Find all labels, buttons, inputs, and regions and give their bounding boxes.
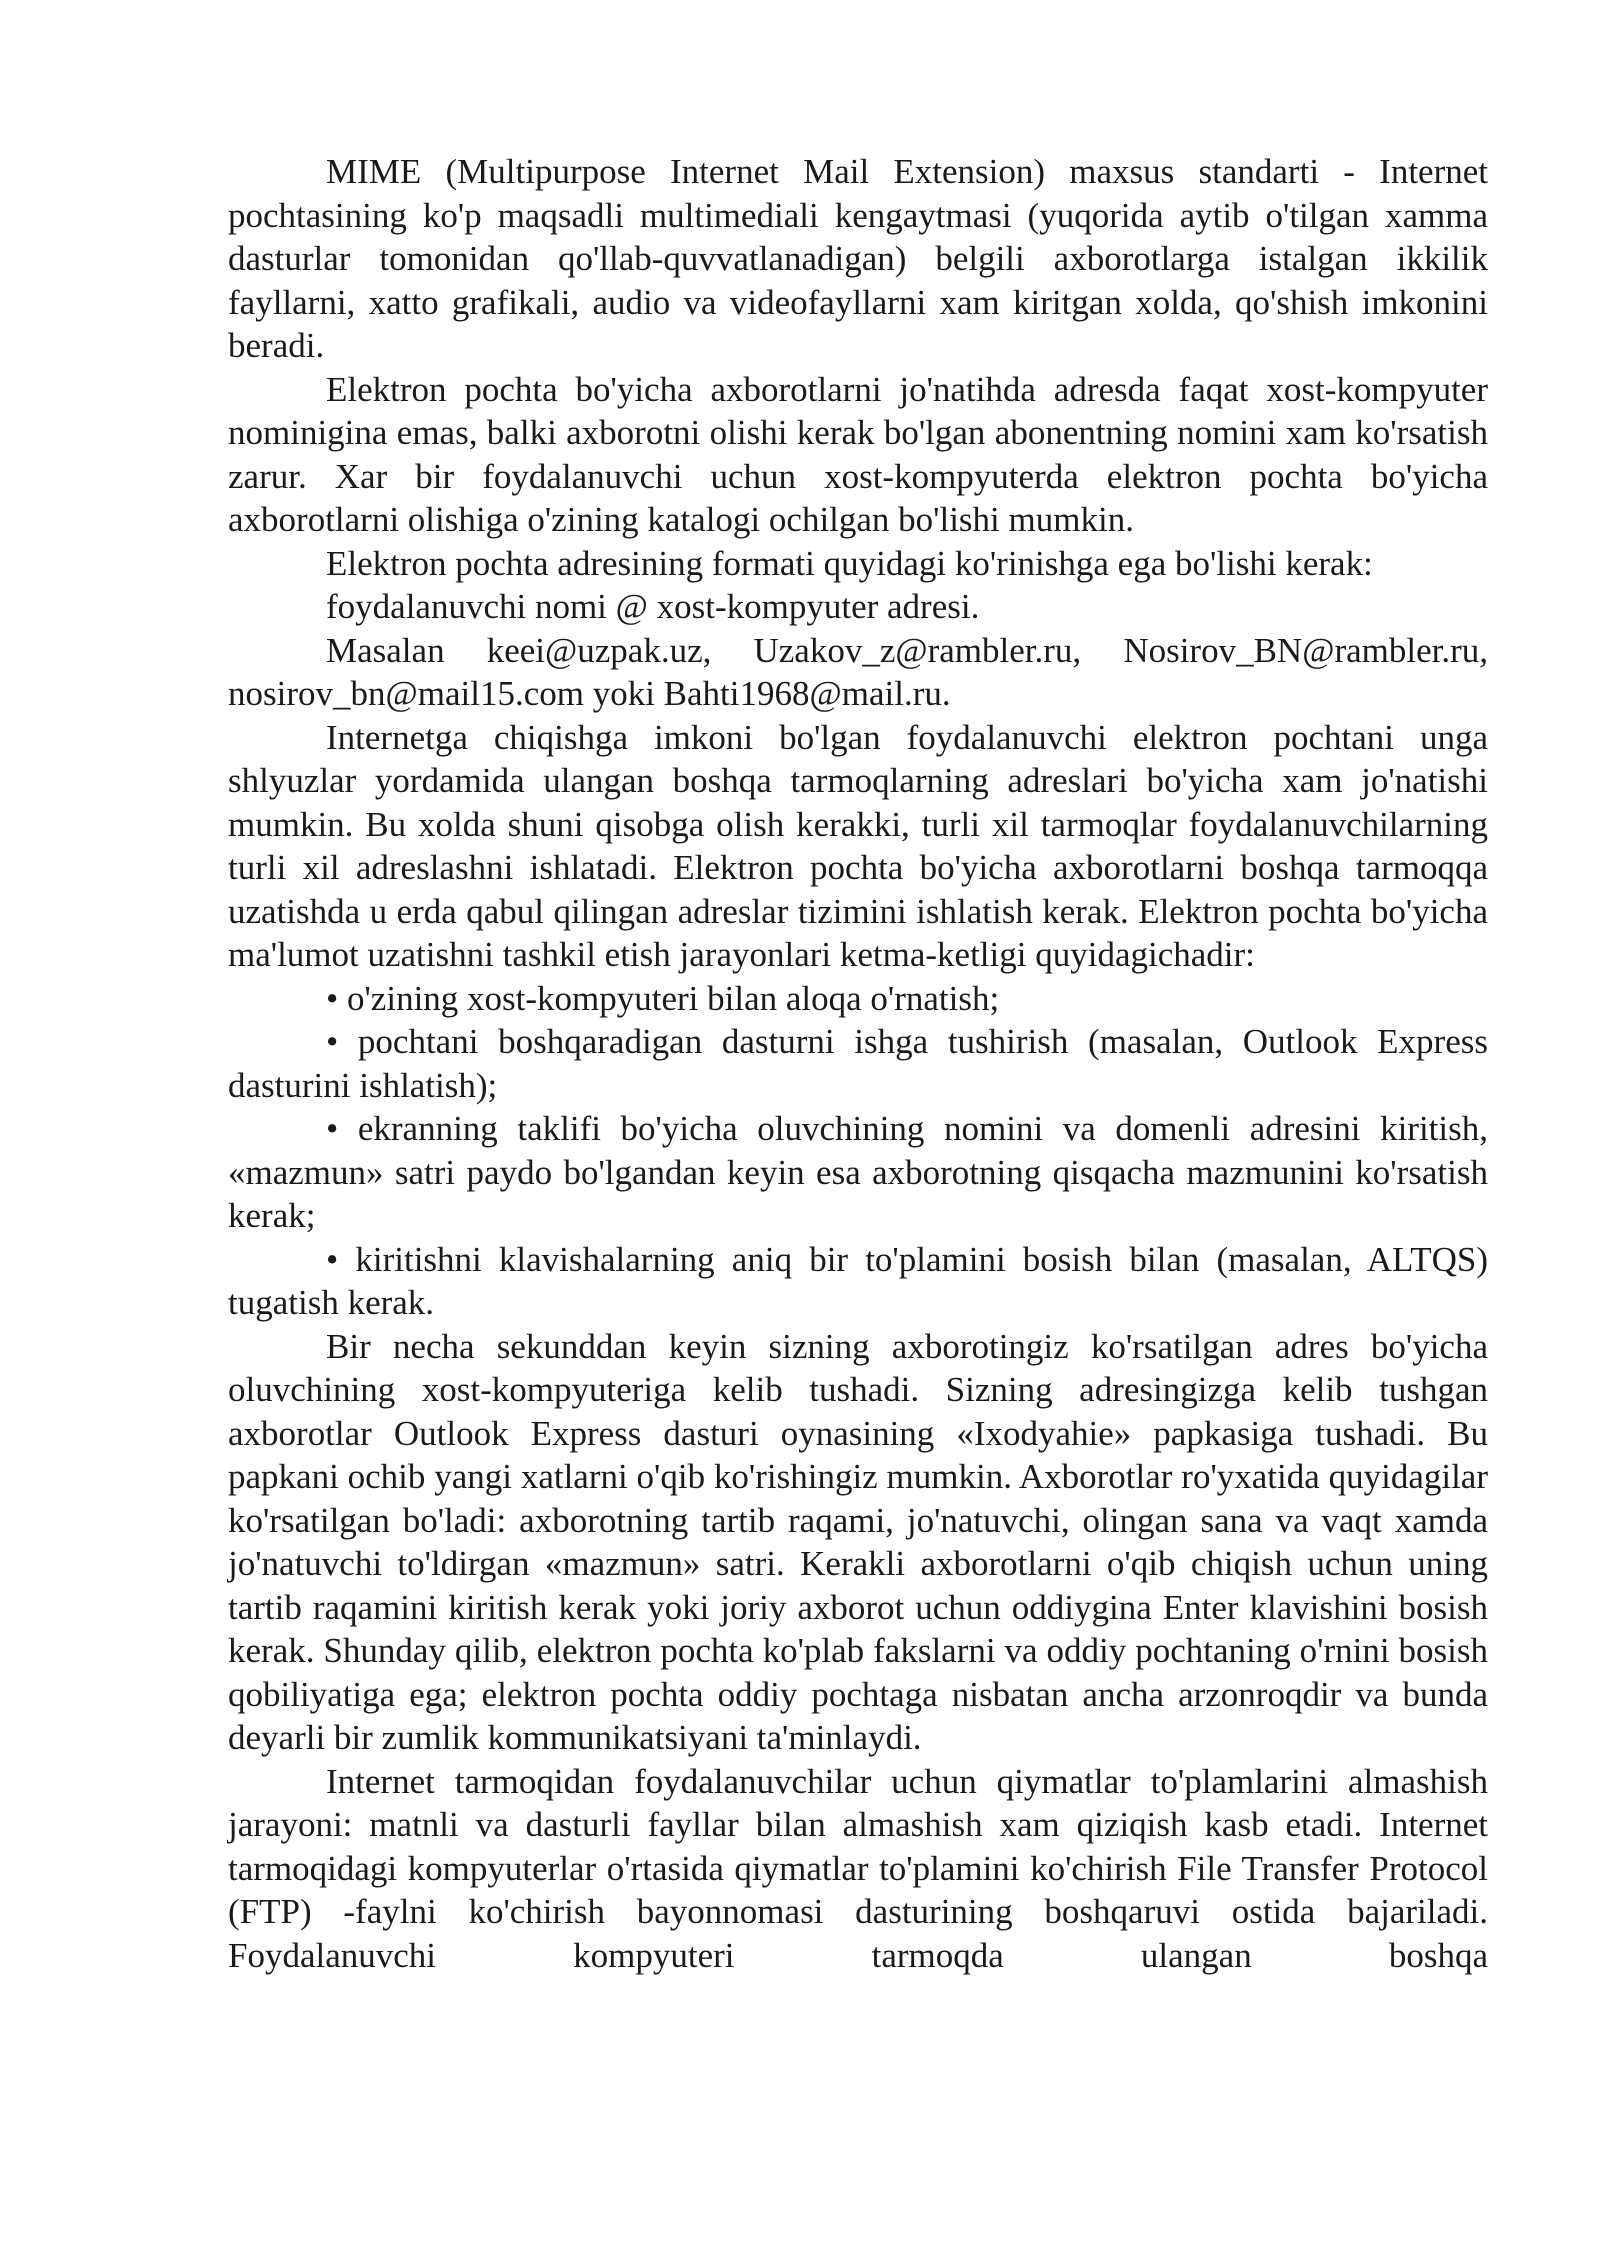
paragraph-email-addressing: Elektron pochta bo'yicha axborotlarni jo'natihda adresda faqat xost-kompyuter nominigina emas, balki axborotni olishi kerak bo'lgan abonentning nomini xam ko'rsatish zarur. Xar bir foydalanuvchi uchun xost-kompyuterda elektron pochta bo'yicha axborotlarni olishiga o'zining katalogi ochilgan bo'lishi mumkin.: [228, 369, 1488, 539]
list-item-connect: • o'zining xost-kompyuteri bilan aloqa o'rnatish;: [326, 978, 1000, 1018]
list-item-enter-recipient: • ekranning taklifi bo'yicha oluvchining nomini va domenli adresini kiritish, «mazmun» satri paydo bo'lgandan keyin esa axborotning qisqacha mazmunini ko'rsatish kerak;: [228, 1109, 1488, 1235]
paragraph-delivery: Bir necha sekunddan keyin sizning axborotingiz ko'rsatilgan adres bo'yicha oluvchining xost-kompyuteriga kelib tushadi. Sizning adresingizga kelib tushgan axborotlar Outlook Express dasturi oynasining «Ixodyahie» papkasiga tushadi. Bu papkani ochib yangi xatlarni o'qib ko'rishingiz mumkin. Axborotlar ro'yxatida quyidagilar ko'rsatilgan bo'ladi: axborotning tartib raqami, jo'natuvchi, olingan sana va vaqt xamda jo'natuvchi to'ldirgan «mazmun» satri. Kerakli axborotlarni o'qib chiqish uchun uning tartib raqamini kiritish kerak yoki joriy axborot uchun oddiygina Enter klavishini bosish kerak. Shunday qilib, elektron pochta ko'plab fakslarni va oddiy pochtaning o'rnini bosish qobiliyatiga ega; elektron pochta oddiy pochtaga nisbatan ancha arzonroqdir va bunda deyarli bir zumlik kommunikatsiyani ta'minlaydi.: [228, 1326, 1488, 1757]
paragraph-address-format: Elektron pochta adresining formati quyidagi ko'rinishga ega bo'lishi kerak:: [326, 543, 1373, 583]
list-item-launch-program: • pochtani boshqaradigan dasturni ishga tushirish (masalan, Outlook Express dasturini ishlatish);: [228, 1022, 1488, 1105]
paragraph-gateways: Internetga chiqishga imkoni bo'lgan foydalanuvchi elektron pochtani unga shlyuzlar yordamida ulangan boshqa tarmoqlarning adreslari bo'yicha xam jo'natishi mumkin. Bu xolda shuni qisobga olish kerakki, turli xil tarmoqlar foydalanuvchilarning turli xil adreslashni ishlatadi. Elektron pochta bo'yicha axborotlarni boshqa tarmoqqa uzatishda u erda qabul qilingan adreslar tizimini ishlatish kerak. Elektron pochta bo'yicha ma'lumot uzatishni tashkil etish jarayonlari ketma-ketligi quyidagichadir:: [228, 717, 1488, 974]
paragraph-address-examples: Masalan keei@uzpak.uz, Uzakov_z@rambler.ru, Nosirov_BN@rambler.ru, nosirov_bn@mail15.com yoki Bahti1968@mail.ru.: [228, 630, 1488, 713]
paragraph-format-example: foydalanuvchi nomi @ xost-kompyuter adresi.: [326, 587, 980, 626]
document-page: [228, 150, 1488, 1977]
paragraph-mime: MIME (Multipurpose Internet Mail Extension) maxsus standarti - Internet pochtasining ko'p maqsadli multimediali kengaytmasi (yuqorida aytib o'tilgan xamma dasturlar tomonidan qo'llab-quvvatlanadigan) belgili axborotlarga istalgan ikkilik fayllarni, xatto grafikali, audio va videofayllarni xam kiritgan xolda, qo'shish imkonini beradi.: [228, 152, 1488, 365]
paragraph-ftp: Internet tarmoqidan foydalanuvchilar uchun qiymatlar to'plamlarini almashish jarayoni: matnli va dasturli fayllar bilan almashish xam qiziqish kasb etadi. Internet tarmoqidagi kompyuterlar o'rtasida qiymatlar to'plamini ko'chirish File Transfer Protocol (FTP) -faylni ko'chirish bayonnomasi dasturining boshqaruvi ostida bajariladi. Foydalanuvchi kompyuteri tarmoqda ulangan boshqa: [228, 1761, 1488, 1975]
list-item-finish-input: • kiritishni klavishalarning aniq bir to'plamini bosish bilan (masalan, ALTQS) tugatish kerak.: [228, 1239, 1488, 1322]
